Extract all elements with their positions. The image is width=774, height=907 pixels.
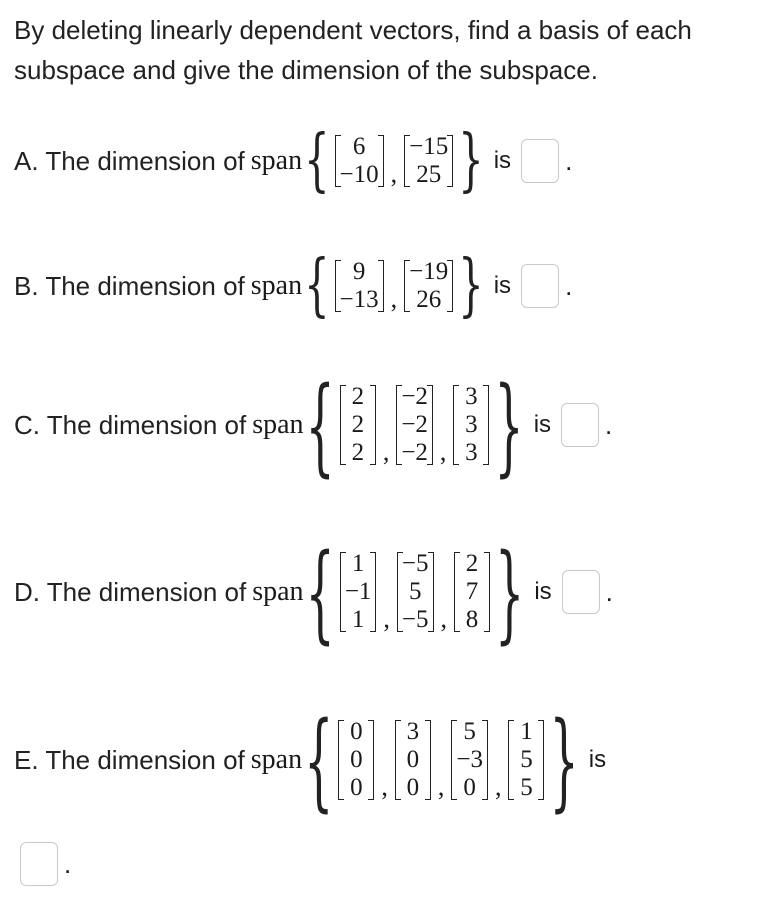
answer-input-e[interactable] bbox=[20, 842, 58, 886]
vector bbox=[396, 383, 433, 467]
right-brace-icon: } bbox=[549, 697, 579, 823]
problem-label: B. The dimension of bbox=[14, 270, 245, 301]
problem-label: C. The dimension of bbox=[14, 409, 247, 440]
vector-entry: −15 bbox=[409, 133, 449, 160]
instructions: By deleting linearly dependent vectors, find a basis of each subspace and give the dimension of the subspace. bbox=[14, 15, 692, 85]
comma: , bbox=[440, 604, 448, 633]
vector-entry: 3 bbox=[406, 718, 420, 745]
comma: , bbox=[381, 772, 388, 801]
span-word: span bbox=[250, 145, 303, 176]
span-word: span bbox=[252, 576, 304, 607]
left-brace-icon: { bbox=[304, 697, 334, 823]
vector-entry: 25 bbox=[416, 161, 442, 188]
vector bbox=[335, 133, 384, 189]
vector-entry: 2 bbox=[351, 439, 365, 466]
vector-entry: −2 bbox=[401, 411, 428, 438]
vector-entry: 0 bbox=[406, 746, 420, 773]
problem-label: A. The dimension of bbox=[14, 145, 245, 176]
vector bbox=[340, 550, 377, 634]
comma: , bbox=[382, 437, 390, 466]
problem-label: E. The dimension of bbox=[14, 744, 245, 775]
vector-entry: 2 bbox=[351, 383, 365, 410]
problem-e bbox=[14, 697, 616, 823]
span-word: span bbox=[250, 744, 303, 775]
problem-d bbox=[14, 529, 613, 655]
problem-label: D. The dimension of bbox=[14, 576, 247, 607]
vector bbox=[397, 550, 434, 634]
vector-entry: 0 bbox=[350, 774, 363, 801]
vector-entry: 3 bbox=[465, 411, 478, 438]
right-brace-icon: } bbox=[458, 246, 484, 326]
period: . bbox=[565, 145, 573, 176]
answer-input-b[interactable] bbox=[521, 264, 559, 308]
vector-entry: −2 bbox=[401, 439, 428, 466]
is-word: is bbox=[534, 578, 552, 605]
vector-entry: 7 bbox=[465, 578, 479, 605]
answer-input-c[interactable] bbox=[561, 403, 599, 447]
vector-entry: 0 bbox=[406, 774, 420, 801]
comma: , bbox=[494, 772, 502, 801]
vector-entry: −3 bbox=[456, 746, 483, 773]
comma: , bbox=[390, 159, 398, 188]
right-brace-icon: } bbox=[495, 529, 525, 655]
vector-entry: 5 bbox=[520, 746, 533, 773]
problem-e-answer-row bbox=[20, 842, 71, 886]
left-brace-icon: { bbox=[305, 362, 335, 488]
comma: , bbox=[390, 284, 398, 313]
answer-input-a[interactable] bbox=[521, 139, 559, 183]
vector-entry: 5 bbox=[408, 578, 422, 605]
vector-entry: 2 bbox=[351, 411, 365, 438]
problem-b bbox=[14, 246, 573, 326]
vector-entry: −10 bbox=[339, 161, 379, 188]
vector-entry: 0 bbox=[350, 746, 363, 773]
vector-entry: 9 bbox=[352, 258, 366, 285]
vector bbox=[508, 718, 544, 802]
vector bbox=[395, 718, 431, 802]
is-word: is bbox=[533, 411, 552, 438]
vector bbox=[451, 718, 488, 802]
vector-entry: 0 bbox=[463, 774, 476, 801]
vector bbox=[453, 383, 489, 467]
vector-entry: 1 bbox=[351, 606, 365, 633]
span-word: span bbox=[250, 270, 303, 301]
left-brace-icon: { bbox=[304, 246, 330, 326]
vector bbox=[335, 258, 384, 314]
answer-input-d[interactable] bbox=[562, 570, 600, 614]
vector-entry: 3 bbox=[465, 439, 478, 466]
problem-a bbox=[14, 121, 573, 201]
vector-entry: 6 bbox=[352, 133, 366, 160]
period: . bbox=[605, 409, 613, 440]
vector-entry: 0 bbox=[350, 718, 363, 745]
left-brace-icon: { bbox=[304, 121, 330, 201]
period: . bbox=[605, 576, 613, 607]
right-brace-icon: } bbox=[458, 121, 484, 201]
vector-entry: 8 bbox=[465, 606, 479, 633]
vector bbox=[340, 383, 376, 467]
is-word: is bbox=[493, 272, 512, 299]
vector-entry: −1 bbox=[344, 578, 372, 605]
vector-entry: 1 bbox=[351, 550, 365, 577]
vector-entry: 5 bbox=[520, 774, 533, 801]
vector-entry: 26 bbox=[416, 286, 442, 313]
period: . bbox=[64, 848, 72, 879]
comma: , bbox=[383, 604, 390, 633]
span-word: span bbox=[252, 409, 304, 440]
vector-entry: −2 bbox=[401, 383, 428, 410]
is-word: is bbox=[493, 147, 512, 174]
vector-entry: −19 bbox=[409, 258, 449, 285]
period: . bbox=[565, 270, 573, 301]
vector bbox=[338, 718, 374, 802]
vector-entry: 3 bbox=[465, 383, 478, 410]
vector-entry: −13 bbox=[339, 286, 379, 313]
vector-entry: 1 bbox=[520, 718, 533, 745]
vector bbox=[454, 550, 490, 634]
is-word: is bbox=[588, 746, 607, 773]
vector-entry: 5 bbox=[463, 718, 476, 745]
left-brace-icon: { bbox=[305, 529, 335, 655]
vector bbox=[404, 133, 453, 189]
vector-entry: 2 bbox=[465, 550, 479, 577]
right-brace-icon: } bbox=[494, 362, 524, 488]
vector bbox=[404, 258, 453, 314]
vector-entry: −5 bbox=[401, 606, 429, 633]
comma: , bbox=[439, 437, 447, 466]
comma: , bbox=[437, 772, 445, 801]
vector-entry: −5 bbox=[401, 550, 429, 577]
problem-c bbox=[14, 362, 613, 488]
